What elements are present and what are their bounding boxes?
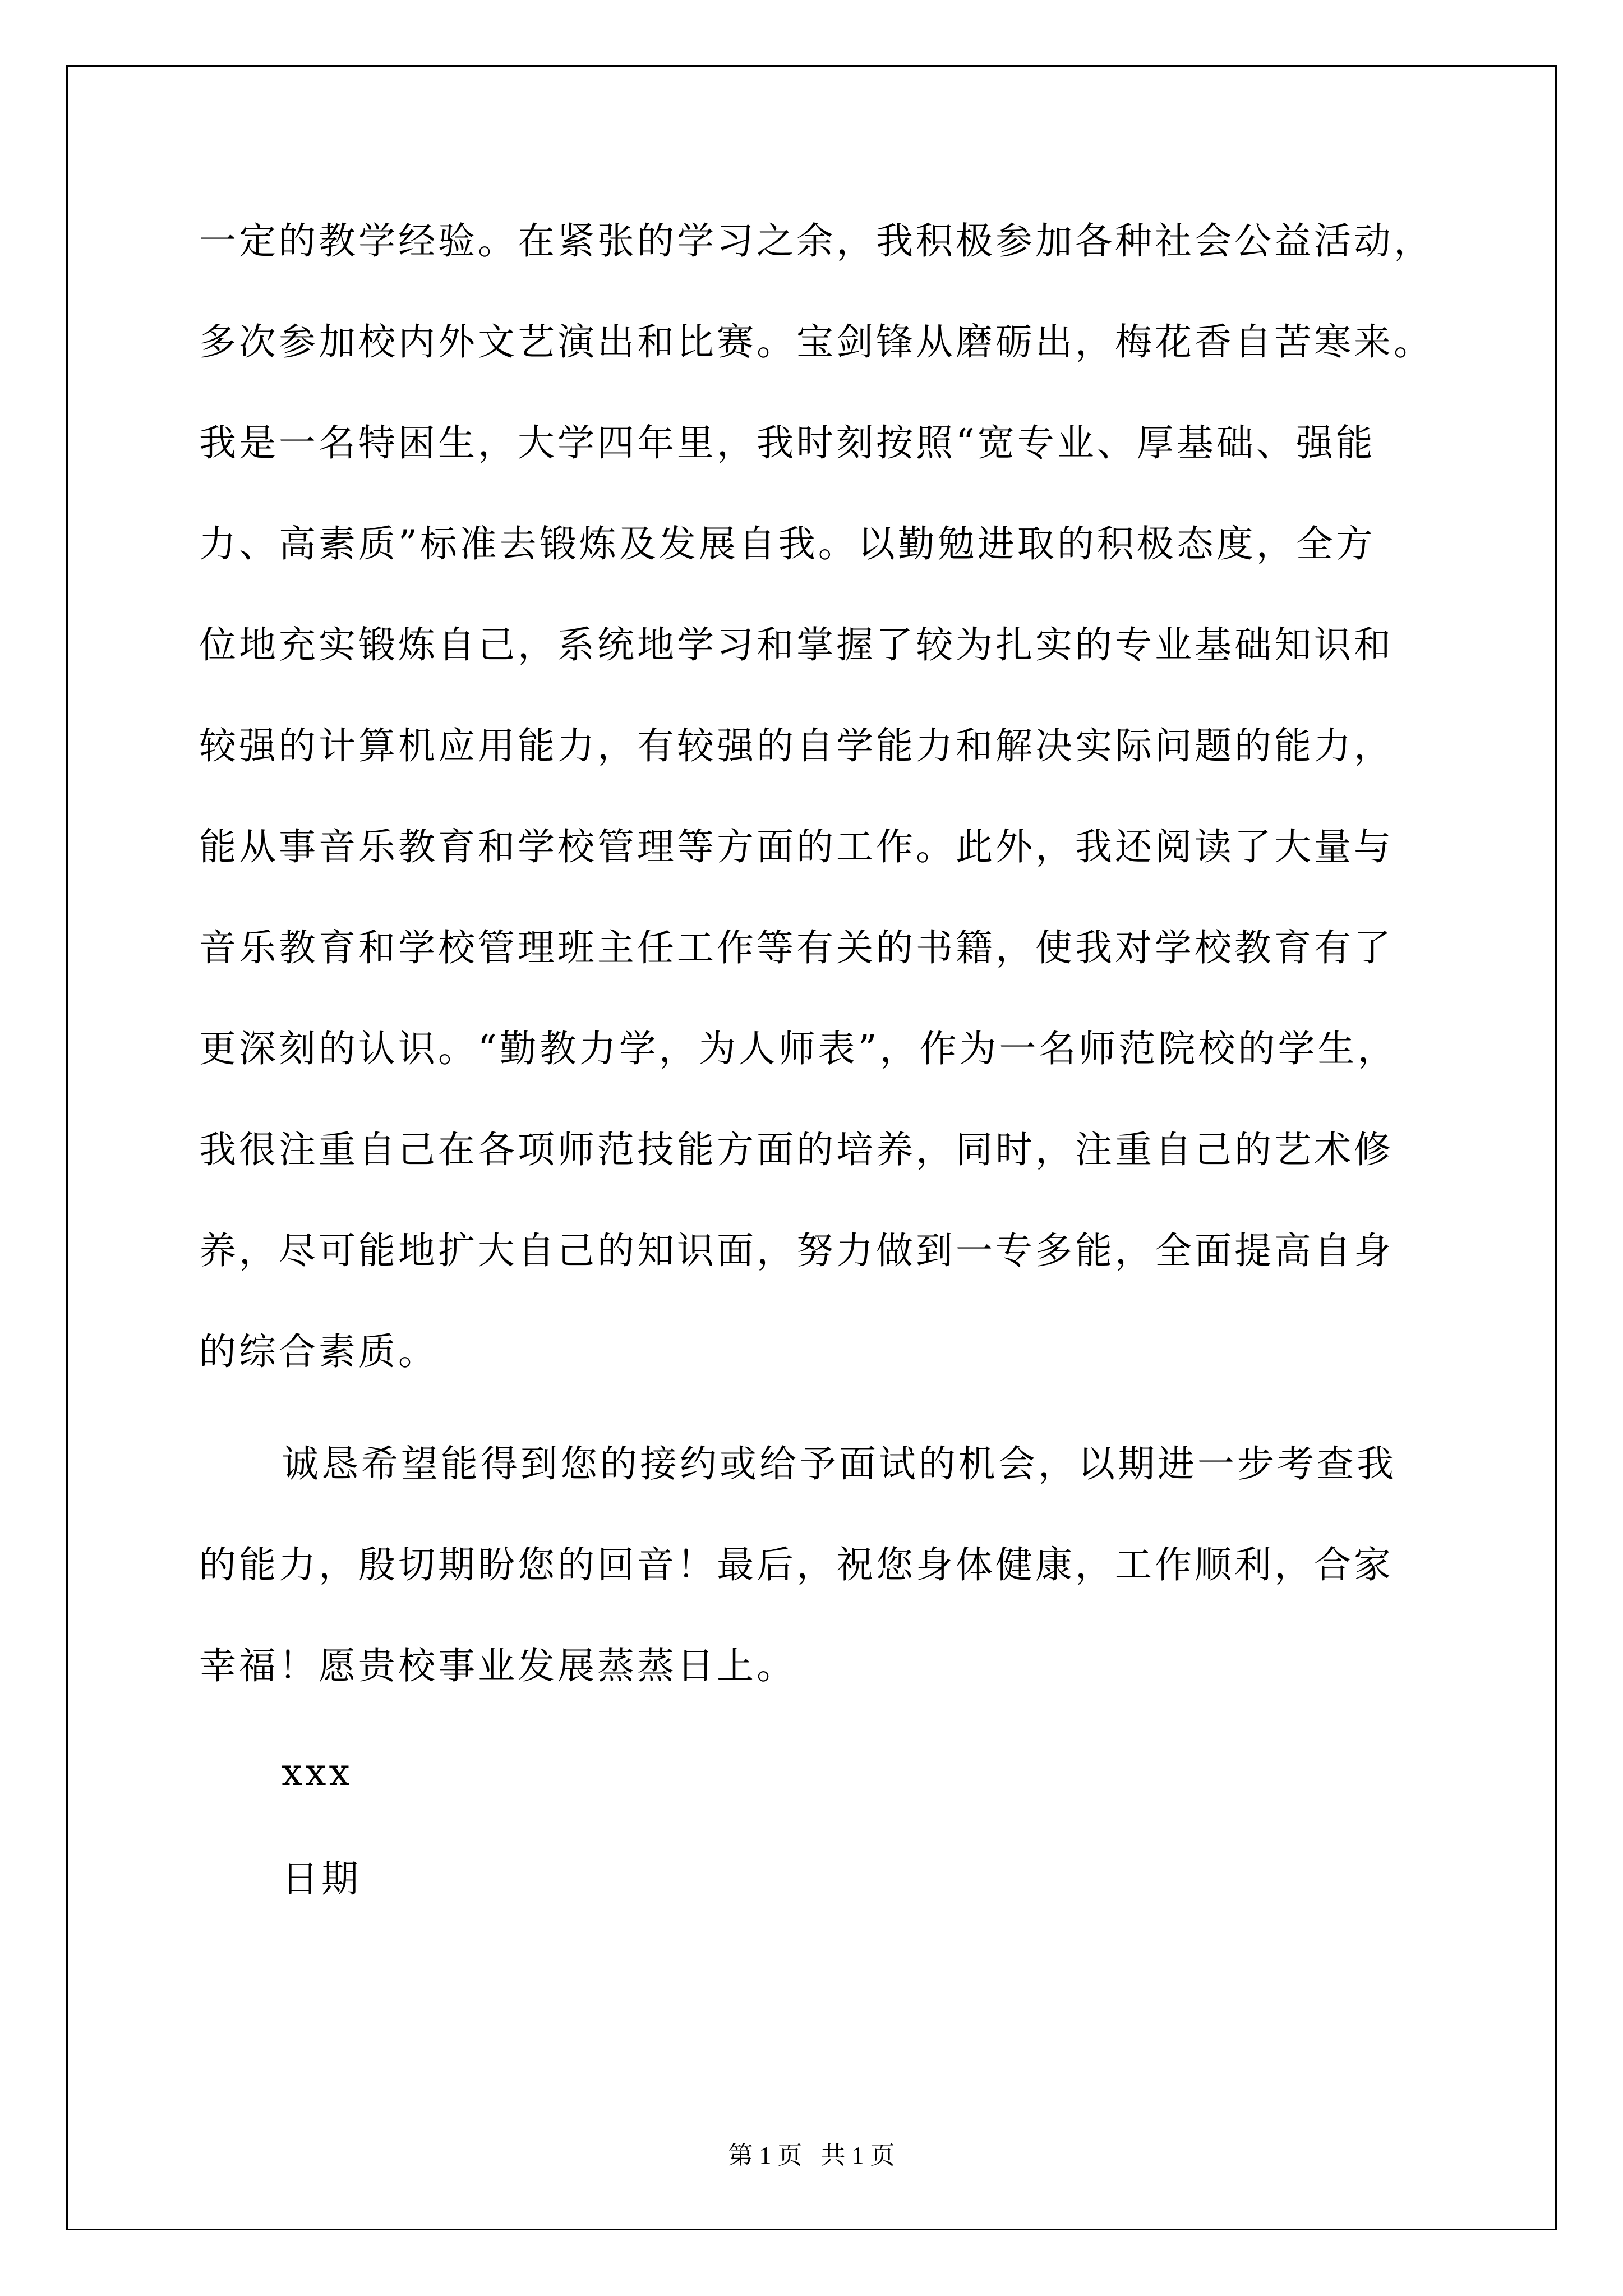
text-line: 多次参加校内外文艺演出和比赛。宝剑锋从磨砺出，梅花香自苦寒来。	[199, 320, 1433, 364]
text-line: 我是一名特困生，大学四年里，我时刻按照“宽专业、厚基础、强能	[199, 421, 1376, 464]
text-line: 更深刻的认识。“勤教力学，为人师表”，作为一名师范院校的学生，	[199, 1027, 1398, 1070]
signature: xxx	[282, 1751, 353, 1794]
text-line: 一定的教学经验。在紧张的学习之余，我积极参加各种社会公益活动，	[199, 219, 1433, 263]
text-line: 的能力，殷切期盼您的回音！最后，祝您身体健康，工作顺利，合家	[199, 1543, 1394, 1586]
text-line: 较强的计算机应用能力，有较强的自学能力和解决实际问题的能力，	[199, 724, 1394, 767]
date-label: 日期	[282, 1857, 361, 1901]
text-line: 我很注重自己在各项师范技能方面的培养，同时，注重自己的艺术修	[199, 1128, 1394, 1171]
page-footer: 第 1 页 共 1 页	[728, 2142, 895, 2169]
text-line: 音乐教育和学校管理班主任工作等有关的书籍，使我对学校教育有了	[199, 926, 1394, 969]
text-line: 诚恳希望能得到您的接约或给予面试的机会，以期进一步考查我	[282, 1442, 1396, 1485]
text-line: 能从事音乐教育和学校管理等方面的工作。此外，我还阅读了大量与	[199, 825, 1394, 868]
text-line: 位地充实锻炼自己，系统地学习和掌握了较为扎实的专业基础知识和	[199, 623, 1394, 666]
text-line: 幸福！愿贵校事业发展蒸蒸日上。	[199, 1644, 796, 1687]
text-line: 力、高素质”标准去锻炼及发展自我。以勤勉进取的积极态度，全方	[199, 522, 1376, 565]
text-line: 养，尽可能地扩大自己的知识面，努力做到一专多能，全面提高自身	[199, 1229, 1394, 1272]
text-line: 的综合素质。	[199, 1330, 438, 1373]
